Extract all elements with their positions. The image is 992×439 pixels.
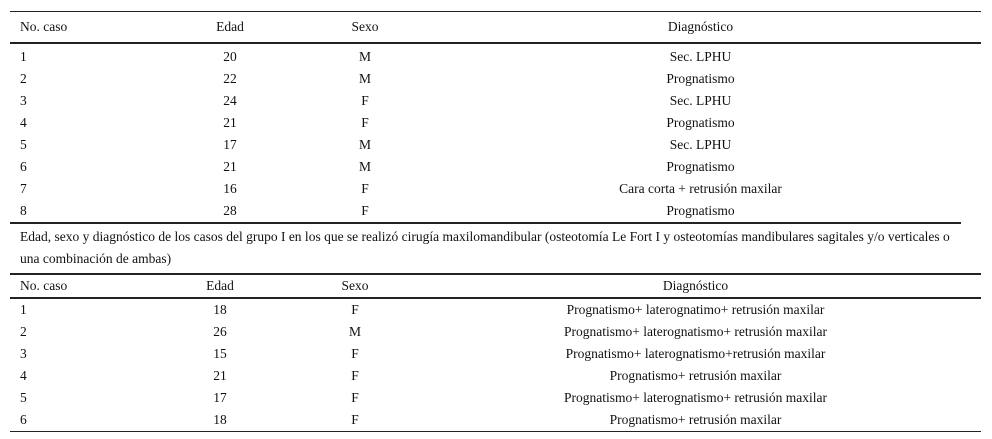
cell-diagnostico: Prognatismo <box>666 159 735 174</box>
cell-edad: 20 <box>223 49 237 64</box>
tables-container <box>10 11 981 432</box>
cell-diagnostico: Prognatismo <box>666 115 735 130</box>
table-row <box>10 200 981 222</box>
cell-edad: 24 <box>223 93 237 108</box>
cell-edad: 17 <box>223 137 237 152</box>
header-sexo: Sexo <box>351 19 379 34</box>
cell-sexo: F <box>361 203 369 218</box>
cell-no-caso: 5 <box>20 390 27 405</box>
cell-diagnostico: Prognatismo+ laterognatismo+retrusión maxilar <box>565 346 826 361</box>
cell-diagnostico: Sec. LPHU <box>669 93 732 108</box>
cell-sexo: M <box>348 324 361 339</box>
table-row <box>10 90 981 112</box>
cell-no-caso: 5 <box>20 137 27 152</box>
cell-edad: 21 <box>223 115 237 130</box>
cell-edad: 26 <box>213 324 227 339</box>
cell-edad: 18 <box>213 412 227 427</box>
header-diagnostico: Diagnóstico <box>667 19 734 34</box>
header-edad: Edad <box>216 19 244 34</box>
cell-sexo: F <box>351 412 359 427</box>
cell-sexo: F <box>361 181 369 196</box>
header-sexo: Sexo <box>341 278 369 293</box>
table-row <box>10 365 981 387</box>
header-no-caso: No. caso <box>20 278 68 293</box>
cell-no-caso: 1 <box>20 49 27 64</box>
table-group-2 <box>10 273 981 432</box>
cell-no-caso: 3 <box>20 346 27 361</box>
table-row <box>10 298 981 321</box>
cell-sexo: M <box>358 71 371 86</box>
cell-diagnostico: Prognatismo <box>666 203 735 218</box>
cell-no-caso: 2 <box>20 324 27 339</box>
cell-edad: 22 <box>223 71 237 86</box>
cell-sexo: F <box>361 115 369 130</box>
table-row <box>10 343 981 365</box>
cell-diagnostico: Prognatismo+ retrusión maxilar <box>609 368 782 383</box>
cell-edad: 15 <box>213 346 227 361</box>
table-header-row <box>10 12 981 44</box>
cell-no-caso: 4 <box>20 368 27 383</box>
cell-sexo: F <box>351 302 359 317</box>
cell-diagnostico: Cara corta + retrusión maxilar <box>619 181 782 196</box>
table-group-1 <box>10 11 981 222</box>
cell-edad: 21 <box>223 159 237 174</box>
cell-no-caso: 2 <box>20 71 27 86</box>
table-row <box>10 43 981 68</box>
table-row <box>10 409 981 432</box>
cell-diagnostico: Sec. LPHU <box>669 49 732 64</box>
cell-diagnostico: Sec. LPHU <box>669 137 732 152</box>
table-caption: Edad, sexo y diagnóstico de los casos del grupo I en los que se realizó cirugía maxilomandibular (osteotomía Le Fort I y osteotomías mandibulares sagitales y/o verticales o una combinación de ambas) <box>10 222 961 273</box>
header-edad: Edad <box>206 278 234 293</box>
cell-sexo: M <box>358 159 371 174</box>
cell-no-caso: 6 <box>20 159 27 174</box>
table-row <box>10 178 981 200</box>
cell-diagnostico: Prognatismo+ laterognatismo+ retrusión maxilar <box>563 390 828 405</box>
table-row <box>10 387 981 409</box>
cell-diagnostico: Prognatismo+ laterognatimo+ retrusión maxilar <box>566 302 825 317</box>
cell-edad: 21 <box>213 368 227 383</box>
cell-edad: 28 <box>223 203 237 218</box>
table-row <box>10 321 981 343</box>
cell-edad: 16 <box>223 181 237 196</box>
header-diagnostico: Diagnóstico <box>662 278 729 293</box>
cell-no-caso: 4 <box>20 115 27 130</box>
cell-sexo: F <box>351 390 359 405</box>
table-row <box>10 156 981 178</box>
table-header-row <box>10 274 981 298</box>
cell-sexo: M <box>358 137 371 152</box>
cell-diagnostico: Prognatismo+ retrusión maxilar <box>609 412 782 427</box>
cell-sexo: M <box>358 49 371 64</box>
header-no-caso: No. caso <box>20 19 68 34</box>
cell-edad: 17 <box>213 390 227 405</box>
cell-sexo: F <box>361 93 369 108</box>
table-row <box>10 134 981 156</box>
cell-sexo: F <box>351 368 359 383</box>
cell-no-caso: 3 <box>20 93 27 108</box>
table-row <box>10 112 981 134</box>
cell-no-caso: 8 <box>20 203 27 218</box>
cell-diagnostico: Prognatismo+ laterognatismo+ retrusión maxilar <box>563 324 828 339</box>
cell-edad: 18 <box>213 302 227 317</box>
cell-no-caso: 1 <box>20 302 27 317</box>
cell-sexo: F <box>351 346 359 361</box>
table-row <box>10 68 981 90</box>
cell-diagnostico: Prognatismo <box>666 71 735 86</box>
cell-no-caso: 6 <box>20 412 27 427</box>
cell-no-caso: 7 <box>20 181 27 196</box>
